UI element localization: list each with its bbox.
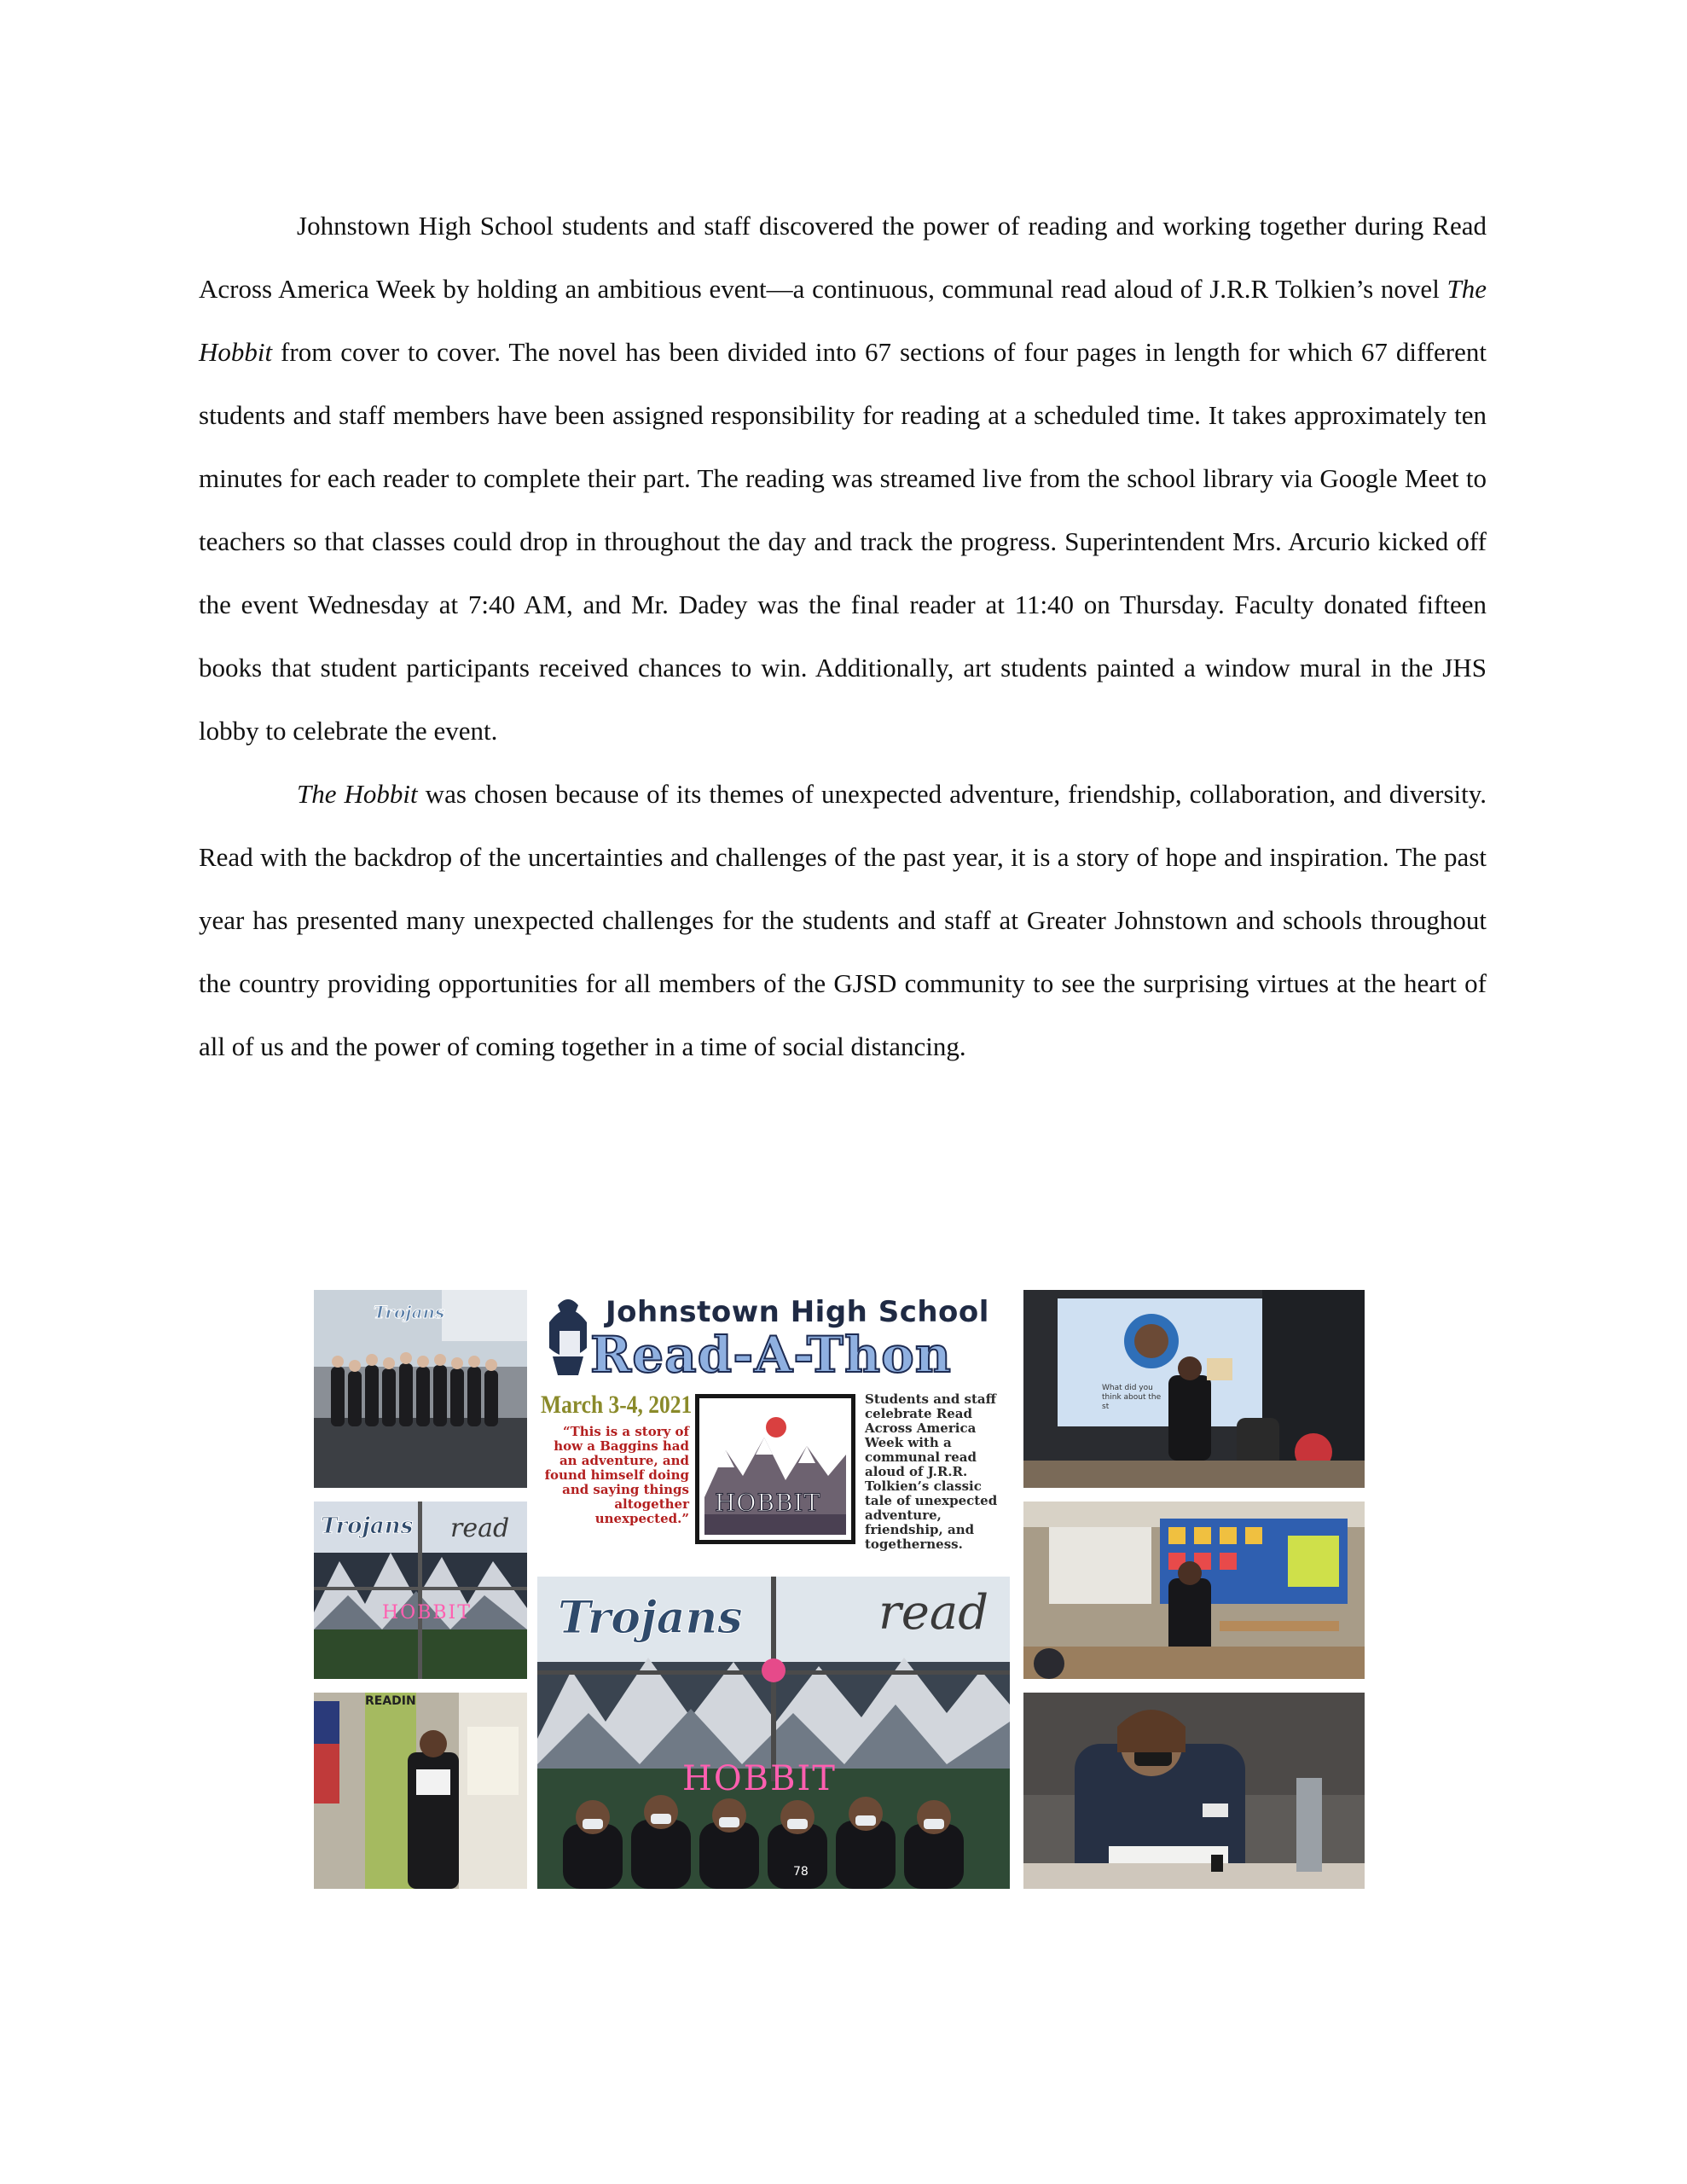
book-cover-title: HOBBIT: [715, 1489, 821, 1517]
p2-text-b: was chosen because of its themes of unexpected adventure, friendship, collaboration, and diversity. Read with the backdrop of the uncertainties and challenges of the past year, it is a story of hope and inspiration. The past year has presented many unexpected challenges for the students and staff at Greater Johnstown and schools throughout the country providing opportunities for all members of the GJSD community to see the surprising virtues at the heart of all of us and the power of coming together in a time of social distancing.: [199, 779, 1487, 1061]
poster-blurb: Students and staff celebrate Read Across America Week with a communal read aloud of J.R.R. Tolkien’s classic tale of unexpected adventure, friendship, and togetherness.: [865, 1391, 998, 1552]
photo-classroom-reading: [1023, 1502, 1365, 1679]
article-body: [199, 195, 1487, 1078]
shirt-number: 78: [793, 1865, 809, 1879]
poster-dates: March 3-4, 2021: [541, 1391, 693, 1419]
mural-small-trojans: Trojans: [321, 1513, 414, 1539]
mural-big-trojans: Trojans: [558, 1592, 743, 1644]
photo-collage: [314, 1290, 1365, 1889]
hobbit-book-cover: [695, 1394, 855, 1544]
photo-mural-small: [314, 1502, 527, 1679]
trojan-mascot-icon: [541, 1297, 595, 1379]
lobby-trojans-text: Trojans: [374, 1302, 445, 1322]
poster-school-name: Johnstown High School: [606, 1295, 989, 1329]
mural-big-read: read: [878, 1585, 989, 1641]
mural-small-read: read: [450, 1513, 510, 1543]
readathon-poster: [537, 1290, 1010, 1565]
photo-adult-reading: [1023, 1693, 1365, 1889]
photo-student-projector: [1023, 1290, 1365, 1488]
projector-caption: What did you think about the st: [1102, 1384, 1162, 1411]
photo-group-lobby: [314, 1290, 527, 1488]
photo-mural-students: [537, 1577, 1010, 1889]
mural-big-hobbit: HOBBIT: [682, 1759, 837, 1798]
p1-book-title: The Hobbit: [199, 274, 1487, 367]
p1-text-b: from cover to cover. The novel has been divided into 67 sections of four pages in length for which 67 different students and staff members have been assigned responsibility for reading at a scheduled time. It takes approximately ten minutes for each reader to complete their part. The reading was streamed live from the school library via Google Meet to teachers so that classes could drop in throughout the day and track the progress. Superintendent Mrs. Arcurio kicked off the event Wednesday at 7:40 AM, and Mr. Dadey was the final reader at 11:40 on Thursday. Faculty donated fifteen books that student participants received chances to win. Additionally, art students painted a window mural in the JHS lobby to celebrate the event.: [199, 337, 1487, 746]
poster-event-title: Read-A-Thon: [590, 1326, 952, 1384]
paragraph-2: [199, 763, 1487, 1078]
photo-student-reading-flag: [314, 1693, 527, 1889]
mural-small-hobbit: HOBBIT: [382, 1602, 472, 1623]
poster-quote: “This is a story of how a Baggins had an adventure, and found himself doing and saying things altogether unexpected.”: [544, 1424, 689, 1526]
p2-book-title: The Hobbit: [297, 779, 418, 809]
paragraph-1: [199, 195, 1487, 763]
readin-sign: READIN: [365, 1694, 416, 1708]
p1-text-a: Johnstown High School students and staff discovered the power of reading and working together during Read Across America Week by holding an ambitious event—a continuous, communal read aloud of J.R.R Tolkien’s novel: [199, 211, 1487, 304]
